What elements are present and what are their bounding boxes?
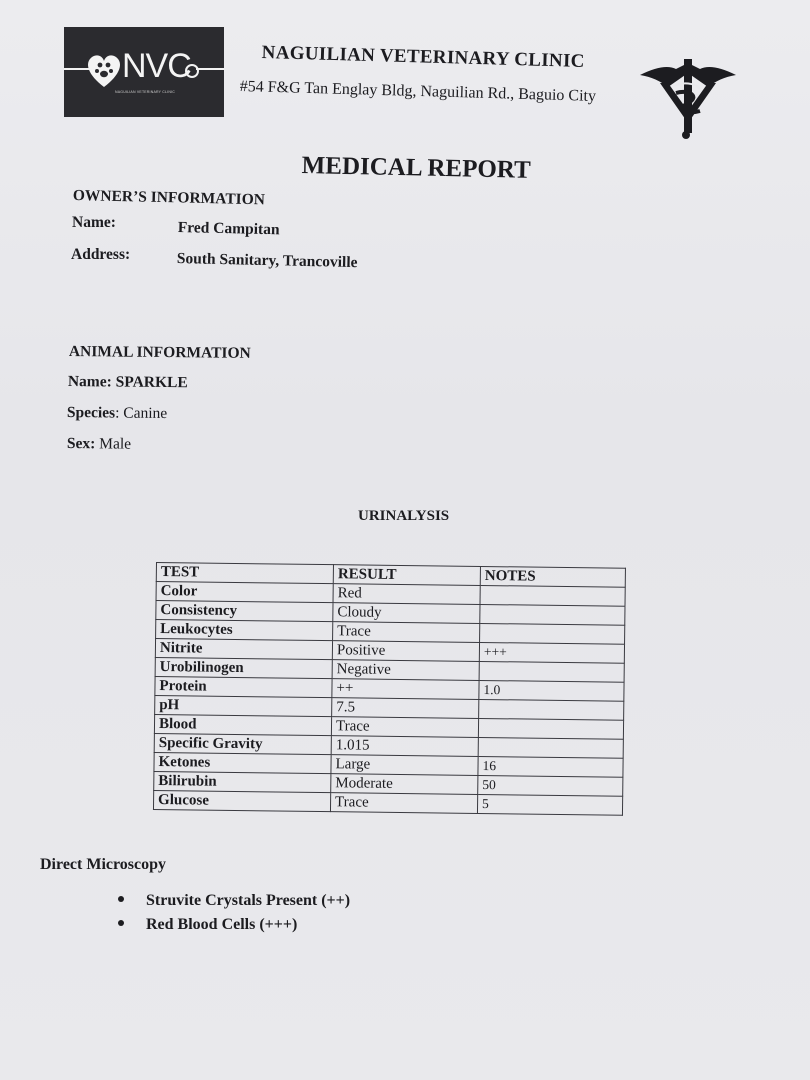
clinic-logo (64, 27, 224, 117)
test-notes: 16 (478, 756, 623, 777)
header-test: TEST (156, 563, 333, 584)
animal-sex (67, 435, 131, 454)
test-result: Positive (332, 641, 479, 662)
test-name: Specific Gravity (154, 733, 331, 754)
test-notes (480, 604, 625, 625)
list-item (118, 913, 350, 937)
animal-species-value: : Canine (115, 404, 168, 423)
test-notes: 5 (477, 794, 622, 815)
animal-name-label: Name: (67, 373, 112, 391)
test-notes: +++ (479, 642, 624, 663)
veterinary-caduceus-icon (638, 53, 738, 146)
test-result: Trace (330, 793, 477, 814)
test-result: Cloudy (333, 603, 480, 624)
test-result: Large (331, 755, 478, 776)
report-title: MEDICAL REPORT (301, 152, 531, 184)
test-result: Trace (333, 622, 480, 643)
urinalysis-title: URINALYSIS (358, 508, 450, 524)
animal-name-value: SPARKLE (115, 373, 188, 392)
animal-sex-value: Male (99, 435, 132, 453)
test-name: Blood (154, 714, 331, 735)
animal-sex-label: Sex: (66, 435, 96, 453)
microscopy-title: Direct Microscopy (40, 856, 167, 873)
test-result: 1.015 (331, 736, 478, 757)
logo-subtext: NAGUILIAN VETERINARY CLINIC (115, 90, 175, 94)
test-notes (479, 699, 624, 720)
test-notes: 50 (478, 775, 623, 796)
bullet-icon (118, 920, 124, 926)
owner-heading: OWNER’S INFORMATION (72, 187, 266, 209)
bullet-icon (118, 896, 124, 902)
owner-address-label: Address: (71, 246, 131, 263)
owner-name-label: Name: (72, 214, 116, 231)
owner-address-value: South Sanitary, Trancoville (176, 250, 358, 272)
test-name: Bilirubin (154, 771, 331, 792)
list-item (118, 889, 350, 913)
owner-name-value: Fred Campitan (177, 219, 280, 239)
animal-heading: ANIMAL INFORMATION (68, 343, 251, 362)
test-name: Nitrite (155, 639, 332, 660)
test-name: pH (155, 695, 332, 716)
clinic-name: NAGUILIAN VETERINARY CLINIC (261, 42, 585, 73)
microscopy-list (118, 889, 350, 937)
test-result: ++ (332, 679, 479, 700)
test-result: 7.5 (332, 698, 479, 719)
test-name: Ketones (154, 752, 331, 773)
clinic-address: #54 F&G Tan Englay Bldg, Naguilian Rd., Baguio City (239, 78, 597, 105)
logo-wordmark: NVC (122, 47, 191, 85)
header-result: RESULT (333, 565, 480, 586)
test-name: Glucose (153, 790, 330, 811)
animal-name (68, 373, 188, 392)
test-name: Leukocytes (156, 620, 333, 641)
test-notes (479, 661, 624, 682)
microscopy-item: Struvite Crystals Present (++) (146, 892, 351, 909)
header-notes: NOTES (480, 566, 625, 587)
test-result: Negative (332, 660, 479, 681)
urinalysis-table (153, 562, 626, 816)
microscopy-item: Red Blood Cells (+++) (146, 916, 298, 933)
animal-species (67, 404, 167, 423)
test-notes (480, 585, 625, 606)
test-notes: 1.0 (479, 680, 624, 701)
test-result: Trace (331, 717, 478, 738)
test-name: Urobilinogen (155, 657, 332, 678)
test-name: Protein (155, 676, 332, 697)
test-name: Consistency (156, 601, 333, 622)
test-notes (478, 718, 623, 739)
test-notes (478, 737, 623, 758)
urinalysis-table-body (153, 563, 625, 816)
test-name: Color (156, 582, 333, 603)
test-result: Red (333, 584, 480, 605)
test-result: Moderate (331, 774, 478, 795)
test-notes (480, 623, 625, 644)
animal-species-label: Species (66, 404, 116, 422)
